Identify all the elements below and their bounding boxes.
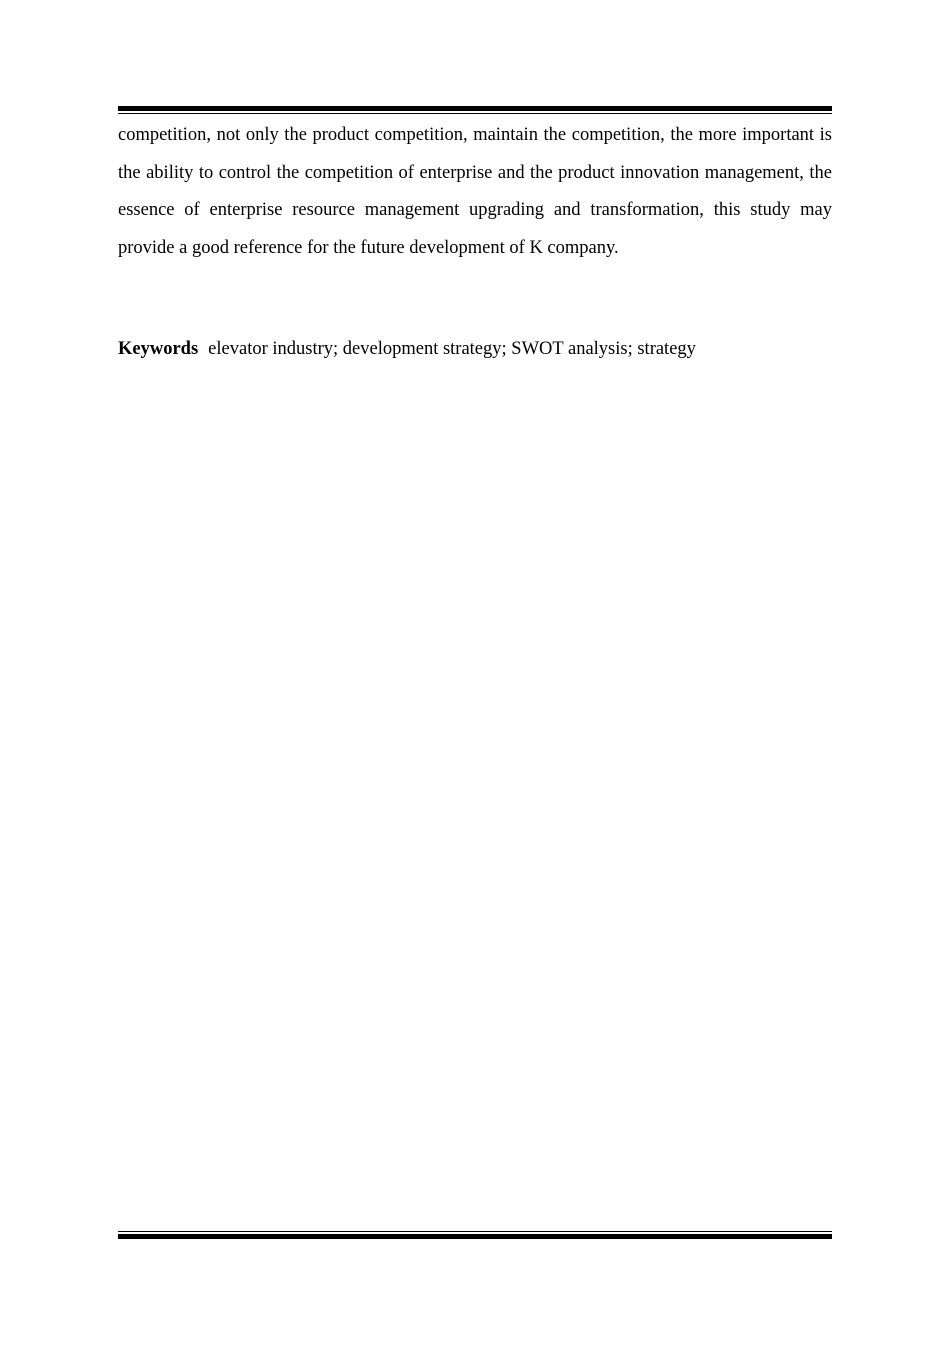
keywords-line — [118, 332, 832, 366]
abstract-paragraph: competition, not only the product competition, maintain the competition, the more important is the ability to control the competition of enterprise and the product innovation management, the essence of enterprise resource management upgrading and transformation, this study may provide a good reference for the future development of K company. — [118, 125, 832, 259]
footer-rule-thin — [118, 1231, 832, 1232]
keywords-label: Keywords — [118, 339, 199, 359]
header-rule-thin — [118, 113, 832, 114]
header-double-rule — [118, 106, 832, 114]
keywords-text: elevator industry; development strategy; SWOT analysis; strategy — [208, 339, 696, 359]
footer-double-rule — [118, 1231, 832, 1239]
footer-rule-thick — [118, 1234, 832, 1239]
header-rule-thick — [118, 106, 832, 111]
